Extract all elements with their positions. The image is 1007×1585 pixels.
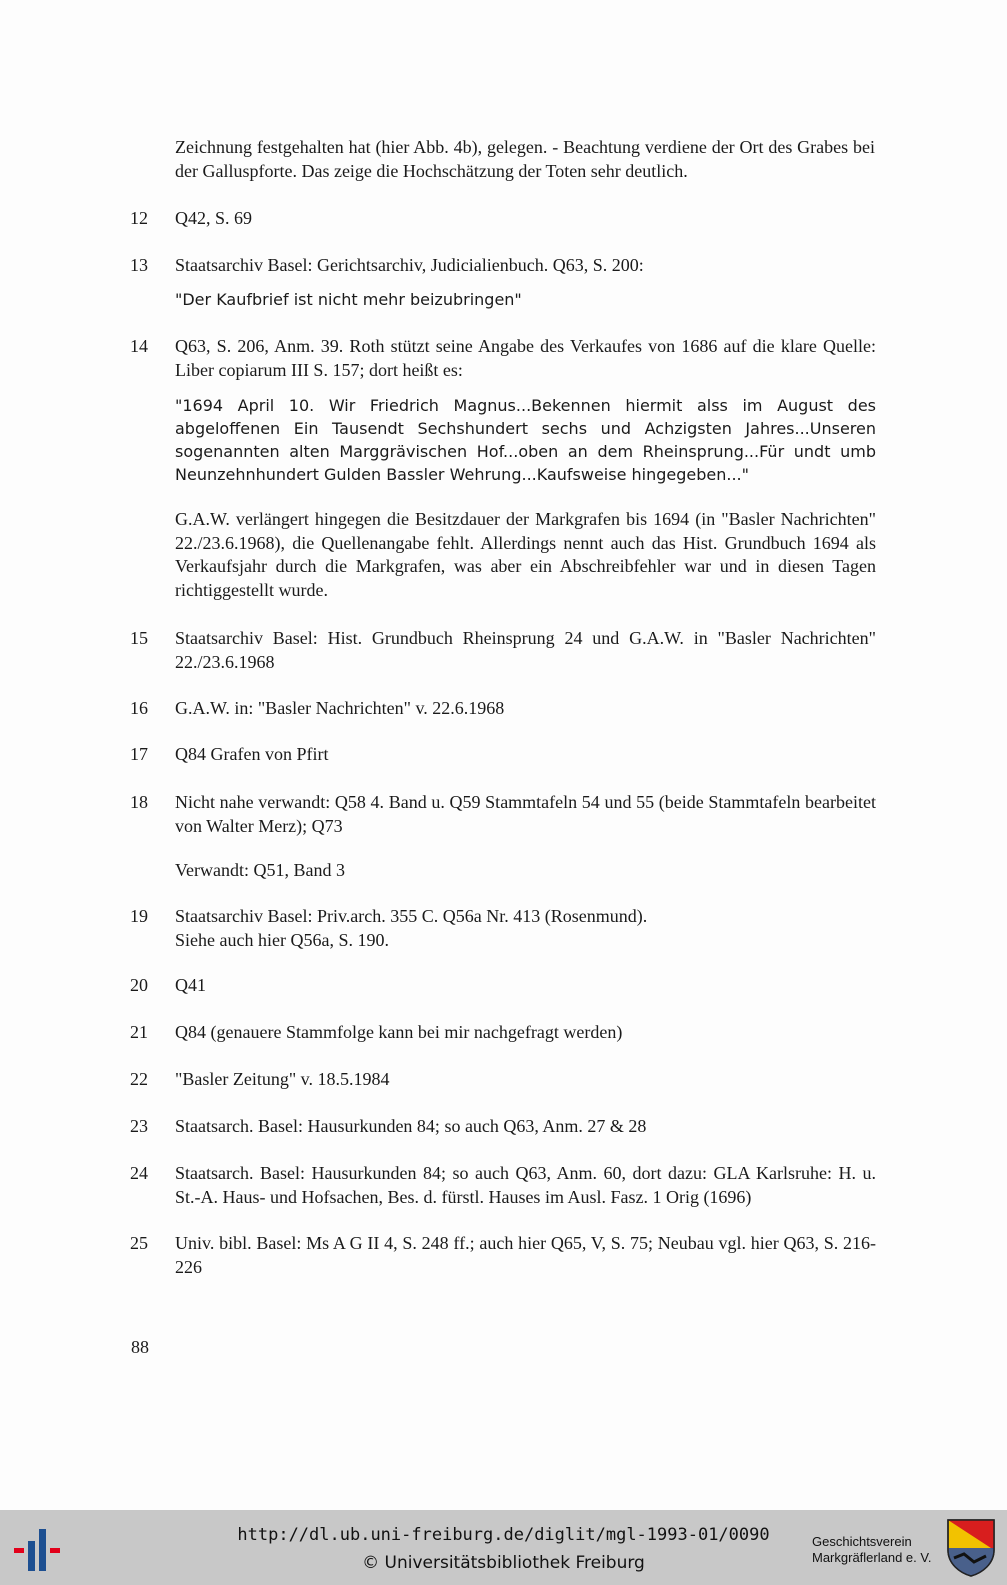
footer-copyright: © Universitätsbibliothek Freiburg (362, 1553, 645, 1573)
footnote-23 (130, 1115, 876, 1139)
footnote-text: Staatsarchiv Basel: Hist. Grundbuch Rheinsprung 24 und G.A.W. in "Basler Nachrichten" 22./23.6.1968 (175, 628, 876, 672)
footnote-number: 20 (130, 975, 148, 995)
footnote-number: 12 (130, 208, 148, 228)
footer-bar (0, 1510, 1007, 1585)
footnote-text: Q84 Grafen von Pfirt (175, 744, 329, 764)
footnote-15 (130, 627, 876, 674)
footnote-number: 23 (130, 1116, 148, 1136)
footnote-19 (130, 905, 876, 952)
footnote-number: 14 (130, 336, 148, 356)
footnote-text: Staatsarchiv Basel: Gerichtsarchiv, Judicialienbuch. Q63, S. 200: (175, 255, 644, 275)
footnote-text: Univ. bibl. Basel: Ms A G II 4, S. 248 ff.; auch hier Q65, V, S. 75; Neubau vgl. hier Q63, S. 216-226 (175, 1233, 876, 1277)
footnote-text: Q63, S. 206, Anm. 39. Roth stützt seine Angabe des Verkaufes von 1686 auf die klare Quelle: Liber copiarum III S. 157; dort heißt es: (175, 336, 876, 380)
footnote-text: Staatsarchiv Basel: Priv.arch. 355 C. Q56a Nr. 413 (Rosenmund). (175, 906, 648, 926)
footnote-text: Q42, S. 69 (175, 208, 253, 228)
footnote-text: Staatsarch. Basel: Hausurkunden 84; so auch Q63, Anm. 60, dort dazu: GLA Karlsruhe: H. u. St.-A. Haus- und Hofsachen, Bes. d. fürstl. Hauses im Ausl. Fasz. 1 Orig (1696) (175, 1163, 876, 1207)
footnote-25 (130, 1232, 876, 1279)
society-line-1: Geschichtsverein (812, 1534, 912, 1549)
footnote-quote: "Der Kaufbrief ist nicht mehr beizubringen" (175, 289, 522, 309)
footnote-number: 15 (130, 628, 148, 648)
footnote-quote: "1694 April 10. Wir Friedrich Magnus...Bekennen hiermit alss im August des abgeloffenen Ein Tausendt Sechshundert sechs und Achzigsten Jahres...Unseren sogenannten alten Marggrävischen Hof...oben an dem Rheinsprung...Für undt umb Neunzehnhundert Gulden Bassler Wehrung...Kaufsweise hingegeben..." (175, 396, 876, 484)
footnote-text: Q84 (genauere Stammfolge kann bei mir nachgefragt werden) (175, 1022, 623, 1042)
society-line-2: Markgräflerland e. V. (812, 1550, 932, 1565)
page-number: 88 (131, 1337, 149, 1357)
footnote-line: Siehe auch hier Q56a, S. 190. (175, 929, 389, 950)
society-name (812, 1534, 942, 1566)
footnote-17 (130, 743, 876, 767)
footnote-16 (130, 697, 876, 721)
footnote-number: 21 (130, 1022, 148, 1042)
footnote-text: "Basler Zeitung" v. 18.5.1984 (175, 1069, 390, 1089)
footnote-22 (130, 1068, 876, 1092)
footnote-text: Q41 (175, 975, 206, 995)
footnote-text: Nicht nahe verwandt: Q58 4. Band u. Q59 Stammtafeln 54 und 55 (beide Stammtafeln bearbeitet von Walter Merz); Q73 (175, 792, 876, 836)
footnote-text: G.A.W. in: "Basler Nachrichten" v. 22.6.1968 (175, 698, 505, 718)
footnote-12 (130, 207, 876, 231)
footnote-number: 17 (130, 744, 148, 764)
footnote-24 (130, 1162, 876, 1209)
footnote-20 (130, 974, 876, 998)
footnote-number: 19 (130, 906, 148, 926)
footnote-21 (130, 1021, 876, 1045)
footnote-number: 16 (130, 698, 148, 718)
footnote-number: 22 (130, 1069, 148, 1089)
coat-of-arms-icon (946, 1518, 996, 1578)
intro-paragraph: Zeichnung festgehalten hat (hier Abb. 4b), gelegen. - Beachtung verdiene der Ort des Grabes bei der Galluspforte. Das zeige die Hochschätzung der Toten sehr deutlich. (175, 137, 875, 181)
footnote-18 (130, 791, 876, 883)
footnote-number: 25 (130, 1233, 148, 1253)
footnote-number: 24 (130, 1163, 148, 1183)
footnote-paragraph: Verwandt: Q51, Band 3 (175, 860, 345, 880)
footnote-13 (130, 254, 876, 311)
footnote-paragraph: G.A.W. verlängert hingegen die Besitzdauer der Markgrafen bis 1694 (in "Basler Nachrichten" 22./23.6.1968), die Quellenangabe fehlt. Allerdings nennt auch das Hist. Grundbuch 1694 als Verkaufsjahr durch die Markgrafen, was aber ein Abschreibfehler war und in diesen Tagen richtiggestellt wurde. (175, 509, 876, 600)
footnote-number: 13 (130, 255, 148, 275)
footnote-text: Staatsarch. Basel: Hausurkunden 84; so auch Q63, Anm. 27 & 28 (175, 1116, 647, 1136)
footnote-14 (130, 335, 876, 602)
footnote-number: 18 (130, 792, 148, 812)
footer-url-link[interactable]: http://dl.ub.uni-freiburg.de/diglit/mgl-1993-01/0090 (237, 1525, 770, 1545)
